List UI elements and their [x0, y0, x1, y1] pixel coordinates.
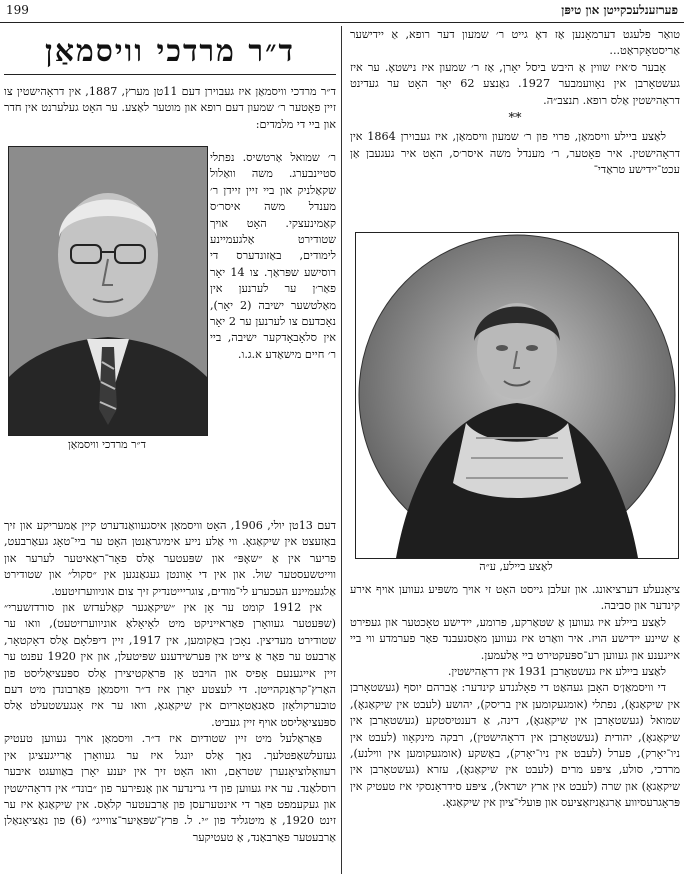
- paragraph: אָבער ס׳איז שווין אַ היבש ביסל יאָרן, אַז ר׳ שמעון איז נישטאָ. ער איז געשטאָרבן אין נאָוועמבער 1927. גאַנצע 62 יאָר האָט ער געדינט דראָהישטין אַלס רופא. תנצב״ה.: [350, 60, 680, 107]
- running-title: פערזענלעכקייטן און טיפּן: [561, 3, 678, 17]
- paragraph: לאַצע ביילע איז געשטאָרבן 1931 אין דראָהישטין.: [447, 665, 666, 679]
- photo-caption-woman: לאַצע ביילע, ע״ה: [479, 560, 553, 573]
- portrait-photo-woman: [355, 232, 679, 559]
- column-divider: [341, 26, 342, 874]
- portrait-man-image: [9, 147, 207, 435]
- paragraph: ציאָנעלע דערציאונג. און זעלבן גייסט האָט זי אויך משפּיע געווען אויף אירע קינדער און סביבה.: [350, 583, 680, 613]
- right-column-top: [350, 27, 680, 179]
- article-title: ד״ר מרדכי וויסמאַן: [4, 32, 336, 75]
- paragraph: פּאַראַלעל מיט זיין שטודיום איז ד״ר. וויסמאַן אויך געווען טעטיק געזעלשאַפטלעך. נאָך אַלס יונגל איז ער געוואָרן אַרייגעציגן אין רעוואָלוציאָנערן שטראָם, וואו האָט זיך אין יענע יאָרן באַוועגט איבער רוסלאַנד. ער איז געווען פון די גרינדער און אַנפירער פון ״בונד״ אין דראָהישטין און געקעמפט פאַר די אינטערעסן פון אַרבעטער קלאַס. אין שיקאַגאָ איז ער זינט 1920, אַ מיטגליד פון ״י. ל. פּרץ־שפּאַיער־צווייג״ (6) פון נאַציאָנאַלן אַרבעטער פאַרבאַנד, אַ טעטיקער: [4, 732, 336, 844]
- left-column-intro: [4, 84, 336, 133]
- paragraph: דעם 13טן יולי, 1906, האָט וויסמאַן איסגעוואַנדערט קיין אַמעריקע און זיך באַזעצט אין שיקאַגאָ. ווי אַלע נייע אימיגראַנטן האָט ער ביי־טאָג געאַרבעט, פריער אין אַ ״שאָפּ״ און שפּעטער אַלס פאָר־ראַאיטער לערער און ווייטשעסטער שול. און אין די אָוונטן געגאַנגען אין ״סקול״ און שטודירט אַלגעמיינע העכערע לי־מודים, צוגריייטנדיק זיך צום אוניווערזיטעט.: [4, 519, 336, 598]
- page-header: [0, 0, 684, 23]
- paragraph: אין 1912 קומט ער אָן אין ״שיקאַגער קאַלעדזש און סורדזשערי״ (שפּעטער געוואָרן פאַראייניקט מיט לאָיאָלאַ אוניווערזיטעט), וואו ער שטודירט מעדיצין. נאָכ׳ן באַקומען, אין 1917, זיין דיפּלאָם אַלס דאָקטאָר, אַרבעט ער פאַר אַ צייט אין פּערשידענע שפּיטעלן, און אין 1920 עפנט ער זיין אייגענעם אָפיס און הויבט אָן פּראַקטיצירן אַלס ספּעציאַליסט פון האַרץ־קראַנקהייטן. די לעצטע יאָרן איז ד״ר וויסמאַן פאַרבונדן מיט דעם טובערקולאָזן סאַנאַטאָריום אין שיקאַגאָ, וואו ער איז אָנגעשטעלט אַלס ספּעציאַליסט אויף זיין געביט.: [4, 601, 336, 729]
- paragraph: ד״ר מרדכי וויסמאַן איז געבוירן דעם 11טן מערץ, 1887, אין דראָהישטין צו זיין פאָטער ר׳ שמעון דעם רופא און מוטער לאַצע. ער האָט געלערנט אין חדר און ביי די מלמדים:: [4, 85, 336, 131]
- photo-caption-man: ד״ר מרדכי וויסמאַן: [67, 438, 147, 451]
- left-column-body: [4, 518, 336, 846]
- paragraph: לאַצע ביילע איז געווען אַ שטאַרקע, פרומע, יידישע טאָכטער און געפירט אַ שיינע יידישע הויז. איר וואַרט איז געווען מאַסגעבנד פאַר פערמדע ווי ביי אייגענע און געווען רע־ספּעקטירט ביי אַלעמען.: [350, 615, 680, 662]
- right-column-bottom: [350, 582, 680, 812]
- paragraph: לאַצע ביילע וויסמאַן, פרוי פון ר׳ שמעון וויסמאַן, איז געבוירן 1864 אין דראָהישטין. איר פאָטער, ר׳ מענדל משה איסר׳ס, האָט איר געגעבן אַן עכט־יידישע טראַדי־: [350, 130, 680, 177]
- section-separator: **: [508, 111, 522, 127]
- left-column-side-text: ר׳ שמואל אַרטשיס. נפתלי סטיינבערג. משה וואַלול שקאַלניק און ביי זיין זיידן ר׳ מענדל משה איסר׳ס קאַמינעצקי. האָט אויך שטודירט אַלגעמיינע לימודים, באַזונדערס די רוסישע שפּראַך. צו 14 יאָר פאַר׳ן ער לערנען אין מאַלטשער ישיבה (2 יאָר), נאָכדעם צו לערנען ער 2 יאָר אין סלאָבאָדקער ישיבה, ביי ר׳ חיים מישאַדע א.ג.ו.: [210, 151, 337, 361]
- page-number: 199: [6, 3, 29, 17]
- portrait-photo-man: [8, 146, 208, 436]
- portrait-woman-image: [356, 233, 678, 558]
- paragraph: טואַר פלעגט דערמאָנען אַז דאָ גייט ר׳ שמעון דער רופא, אַ יידישער אַריסטאָקראַט...: [350, 28, 680, 58]
- paragraph: די וויסמאַן׳ס האָבן געהאַט די פאָלגנדע קינדער: אַברהם יוסף (געשטאָרבן אין שיקאַגאָ), נפתלי (אומגעקומען אין בריסק), יהושע (לעבט אין שיקאַגאָ), שמואל (געשטאָרבן אין שיקאַגאָ), דינה, אַ דענטיסטקע (געשטאָרבן אין שיקאַגאָ), יהודית (געשטאָרבן אין דראָהישטין), רבקה מינקאָוו (לעבט אין ניו־יאָרק), פערל (לעבט אין ניו־יאָרק), באַשקע (אומגעקומען אין ווילנע), מרדכי, סולע, ציפּע מרים (לעבט אין שיקאַגאָ), עזרא (געשטאָרבן אין שיקאַגאָ) און שרה (לעבט אין ארץ ישראל), ציפּע סידראָנסקי איז טעטיק אין פּראָגרעסיווע אַרגאַניזאַציעס און פּועלי־ציון אין שיקאַגאָ.: [350, 681, 680, 810]
